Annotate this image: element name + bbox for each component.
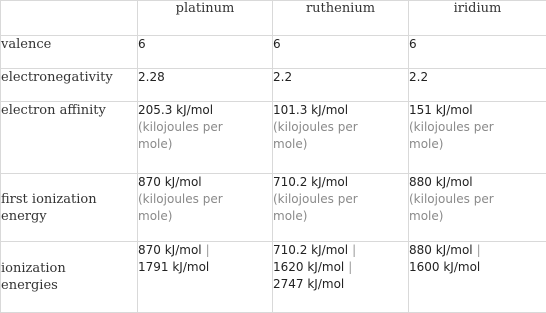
- row-header-first-ionization-energy: [1, 174, 138, 242]
- cell-first-ionization-energy-ruthenium: [273, 174, 409, 242]
- corner-cell: [1, 1, 138, 36]
- row-header-line: first ionization: [1, 191, 137, 208]
- unit-note: (kilojoules per: [138, 191, 272, 208]
- unit-note: (kilojoules per: [273, 119, 408, 136]
- row-header-valence: valence: [1, 36, 138, 69]
- unit-note: (kilojoules per: [273, 191, 408, 208]
- cell-valence-iridium: 6: [409, 36, 546, 69]
- value-text: 151 kJ/mol: [409, 102, 546, 119]
- unit-note: mole): [273, 208, 408, 225]
- unit-note: mole): [138, 208, 272, 225]
- column-header-iridium: iridium: [409, 1, 546, 36]
- unit-note: mole): [138, 136, 272, 153]
- table-row-first-ionization-energy: [1, 174, 546, 242]
- unit-note: mole): [273, 136, 408, 153]
- cell-electronegativity-iridium: 2.2: [409, 69, 546, 102]
- cell-electronegativity-platinum: 2.28: [138, 69, 273, 102]
- value-text: 2747 kJ/mol: [273, 276, 408, 293]
- column-header-ruthenium: ruthenium: [273, 1, 409, 36]
- value-text: 101.3 kJ/mol: [273, 102, 408, 119]
- separator: |: [473, 243, 485, 257]
- value-text: 1620 kJ/mol: [273, 260, 344, 274]
- cell-electron-affinity-ruthenium: [273, 102, 409, 174]
- unit-note: (kilojoules per: [409, 119, 546, 136]
- unit-note: (kilojoules per: [409, 191, 546, 208]
- table-row-ionization-energies: [1, 242, 546, 313]
- unit-note: mole): [409, 208, 546, 225]
- cell-electron-affinity-platinum: [138, 102, 273, 174]
- cell-valence-ruthenium: 6: [273, 36, 409, 69]
- header-row: [1, 1, 546, 36]
- unit-note: mole): [409, 136, 546, 153]
- separator: |: [202, 243, 214, 257]
- value-text: 880 kJ/mol: [409, 243, 473, 257]
- cell-electron-affinity-iridium: [409, 102, 546, 174]
- value-text: 710.2 kJ/mol: [273, 174, 408, 191]
- separator: |: [344, 260, 356, 274]
- row-header-ionization-energies: [1, 242, 138, 313]
- cell-ionization-energies-iridium: [409, 242, 546, 313]
- cell-ionization-energies-ruthenium: [273, 242, 409, 313]
- separator: |: [348, 243, 360, 257]
- cell-electronegativity-ruthenium: 2.2: [273, 69, 409, 102]
- row-header-line: energy: [1, 208, 137, 225]
- row-header-line: ionization: [1, 260, 137, 277]
- value-text: 870 kJ/mol: [138, 243, 202, 257]
- column-header-platinum: platinum: [138, 1, 273, 36]
- row-header-electron-affinity: electron affinity: [1, 102, 138, 174]
- cell-first-ionization-energy-iridium: [409, 174, 546, 242]
- row-header-electronegativity: electronegativity: [1, 69, 138, 102]
- value-text: 205.3 kJ/mol: [138, 102, 272, 119]
- value-text: 710.2 kJ/mol: [273, 243, 348, 257]
- cell-ionization-energies-platinum: [138, 242, 273, 313]
- value-text: 1791 kJ/mol: [138, 259, 272, 276]
- table-row-valence: [1, 36, 546, 69]
- cell-first-ionization-energy-platinum: [138, 174, 273, 242]
- value-text: 870 kJ/mol: [138, 174, 272, 191]
- table-row-electronegativity: [1, 69, 546, 102]
- unit-note: (kilojoules per: [138, 119, 272, 136]
- cell-valence-platinum: 6: [138, 36, 273, 69]
- value-text: 880 kJ/mol: [409, 174, 546, 191]
- value-text: 1600 kJ/mol: [409, 259, 546, 276]
- row-header-line: energies: [1, 277, 137, 294]
- table-row-electron-affinity: [1, 102, 546, 174]
